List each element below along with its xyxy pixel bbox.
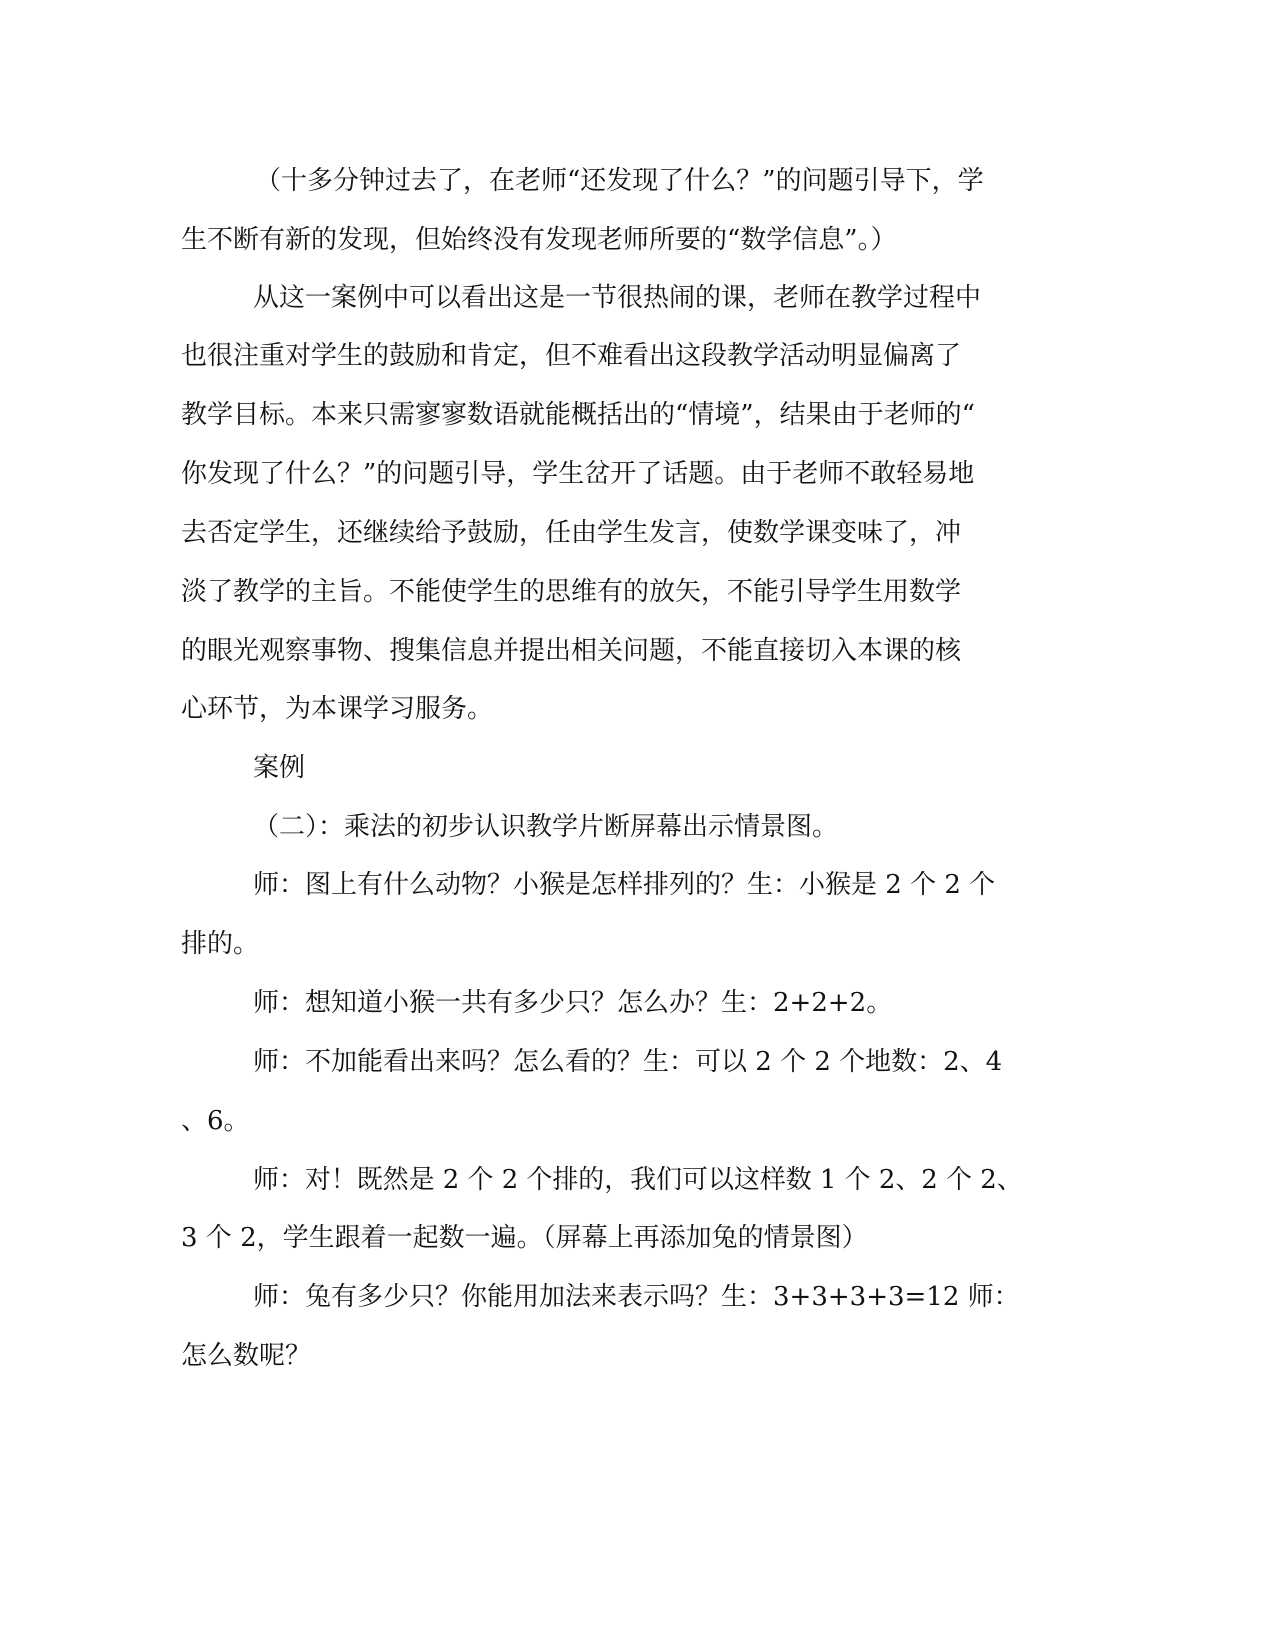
text-line: 的眼光观察事物、搜集信息并提出相关问题，不能直接切入本课的核 <box>181 636 962 666</box>
text-line: 教学目标。本来只需寥寥数语就能概括出的“情境”，结果由于老师的“ <box>181 400 975 430</box>
text-line: 师：想知道小猴一共有多少只？怎么办？生：2+2+2。 <box>253 988 893 1018</box>
text-line: （十多分钟过去了，在老师“还发现了什么？”的问题引导下，学 <box>255 166 984 196</box>
text-line: 排的。 <box>181 929 260 959</box>
text-line: 师：不加能看出来吗？怎么看的？生：可以 2 个 2 个地数：2、4 <box>253 1047 1003 1077</box>
text-line: （二）：乘法的初步认识教学片断屏幕出示情景图。 <box>253 812 839 842</box>
text-line: 也很注重对学生的鼓励和肯定，但不难看出这段教学活动明显偏离了 <box>181 341 962 371</box>
text-line: 师：图上有什么动物？小猴是怎样排列的？生：小猴是 2 个 2 个 <box>253 870 996 900</box>
text-line: 生不断有新的发现，但始终没有发现老师所要的“数学信息”。） <box>181 225 897 255</box>
text-line: 怎么数呢？ <box>181 1341 312 1371</box>
text-line: 心环节，为本课学习服务。 <box>181 694 494 724</box>
text-line: 、6。 <box>181 1106 250 1136</box>
text-line: 你发现了什么？”的问题引导，学生岔开了话题。由于老师不敢轻易地 <box>181 459 975 489</box>
text-line: 3 个 2，学生跟着一起数一遍。（屏幕上再添加兔的情景图） <box>181 1223 868 1253</box>
text-line: 去否定学生，还继续给予鼓励，任由学生发言，使数学课变味了，冲 <box>181 518 962 548</box>
text-line: 从这一案例中可以看出这是一节很热闹的课，老师在教学过程中 <box>253 283 982 313</box>
text-line: 淡了教学的主旨。不能使学生的思维有的放矢，不能引导学生用数学 <box>181 577 962 607</box>
text-line: 师：兔有多少只？你能用加法来表示吗？生：3+3+3+3=12 师： <box>253 1282 1020 1312</box>
text-line: 案例 <box>253 753 306 783</box>
text-line: 师：对！既然是 2 个 2 个排的，我们可以这样数 1 个 2、2 个 2、 <box>253 1165 1023 1195</box>
